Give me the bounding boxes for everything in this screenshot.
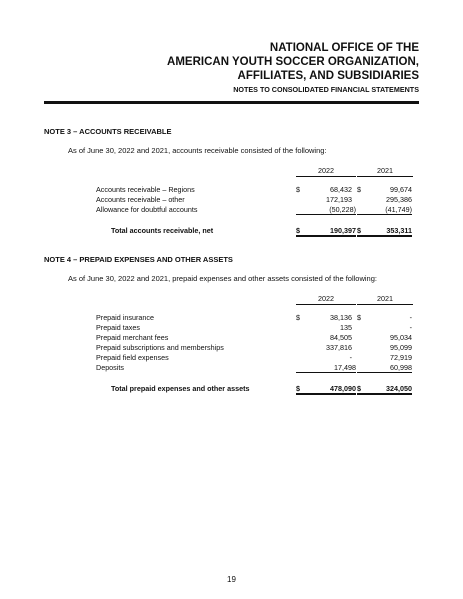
note3-row-value-2021: 295,386 bbox=[386, 195, 412, 204]
note4-total-2021: 324,050 bbox=[357, 384, 412, 395]
note4-row-value-2021: - bbox=[409, 323, 412, 332]
note4-row-value-2021: 72,919 bbox=[390, 353, 412, 362]
note4-row-label: Prepaid insurance bbox=[96, 313, 154, 322]
note4-row-value-2022: 38,136 bbox=[330, 313, 352, 322]
note4-intro: As of June 30, 2022 and 2021, prepaid expenses and other assets consisted of the following: bbox=[68, 274, 377, 283]
note4-row-label: Prepaid merchant fees bbox=[96, 333, 169, 342]
note4-row-value-2021: 95,099 bbox=[390, 343, 412, 352]
note3-row-label: Allowance for doubtful accounts bbox=[96, 205, 198, 214]
note4-row-value-2022: 84,505 bbox=[330, 333, 352, 342]
note3-col-2022: 2022 bbox=[296, 166, 356, 177]
note4-row-value-2021: 60,998 bbox=[357, 363, 412, 373]
page-number: 19 bbox=[227, 575, 236, 584]
note3-row-label: Accounts receivable – Regions bbox=[96, 185, 195, 194]
currency-symbol: $ bbox=[296, 313, 300, 322]
note4-row-label: Prepaid field expenses bbox=[96, 353, 169, 362]
note3-intro: As of June 30, 2022 and 2021, accounts receivable consisted of the following: bbox=[68, 146, 327, 155]
note3-row-value-2022: 68,432 bbox=[330, 185, 352, 194]
note4-row-value-2022: - bbox=[349, 353, 352, 362]
currency-symbol: $ bbox=[296, 185, 300, 194]
note4-total-label: Total prepaid expenses and other assets bbox=[111, 384, 250, 393]
note3-total-2022: 190,397 bbox=[296, 226, 356, 237]
note4-row-value-2022: 17,498 bbox=[296, 363, 356, 373]
org-title-line-2: AMERICAN YOUTH SOCCER ORGANIZATION, bbox=[167, 56, 419, 68]
note3-total-label: Total accounts receivable, net bbox=[111, 226, 214, 235]
header-divider bbox=[44, 101, 419, 104]
note3-row-value-2021: 99,674 bbox=[390, 185, 412, 194]
note4-row-value-2022: 135 bbox=[340, 323, 352, 332]
note4-row-value-2021: - bbox=[409, 313, 412, 322]
note3-row-value-2022: (50,228) bbox=[296, 205, 356, 215]
note3-heading: NOTE 3 – ACCOUNTS RECEIVABLE bbox=[44, 127, 172, 136]
note3-total-2021: 353,311 bbox=[357, 226, 412, 237]
note3-row-value-2022: 172,193 bbox=[326, 195, 352, 204]
note4-row-label: Deposits bbox=[96, 363, 124, 372]
statement-subtitle: NOTES TO CONSOLIDATED FINANCIAL STATEMENTS bbox=[233, 85, 419, 94]
note3-row-label: Accounts receivable – other bbox=[96, 195, 185, 204]
currency-symbol: $ bbox=[357, 185, 361, 194]
org-title-line-1: NATIONAL OFFICE OF THE bbox=[269, 42, 419, 54]
note4-row-value-2022: 337,816 bbox=[326, 343, 352, 352]
note4-row-label: Prepaid subscriptions and memberships bbox=[96, 343, 224, 352]
currency-symbol: $ bbox=[357, 313, 361, 322]
note4-heading: NOTE 4 – PREPAID EXPENSES AND OTHER ASSETS bbox=[44, 255, 233, 264]
note3-col-2021: 2021 bbox=[357, 166, 413, 177]
note4-row-label: Prepaid taxes bbox=[96, 323, 140, 332]
note4-col-2022: 2022 bbox=[296, 294, 356, 305]
note4-total-2022: 478,090 bbox=[296, 384, 356, 395]
currency-symbol: $ bbox=[357, 226, 361, 235]
org-title-line-3: AFFILIATES, AND SUBSIDIARIES bbox=[237, 70, 419, 82]
note3-row-value-2021: (41,749) bbox=[357, 205, 412, 215]
currency-symbol: $ bbox=[357, 384, 361, 393]
note4-col-2021: 2021 bbox=[357, 294, 413, 305]
currency-symbol: $ bbox=[296, 384, 300, 393]
currency-symbol: $ bbox=[296, 226, 300, 235]
note4-row-value-2021: 95,034 bbox=[390, 333, 412, 342]
